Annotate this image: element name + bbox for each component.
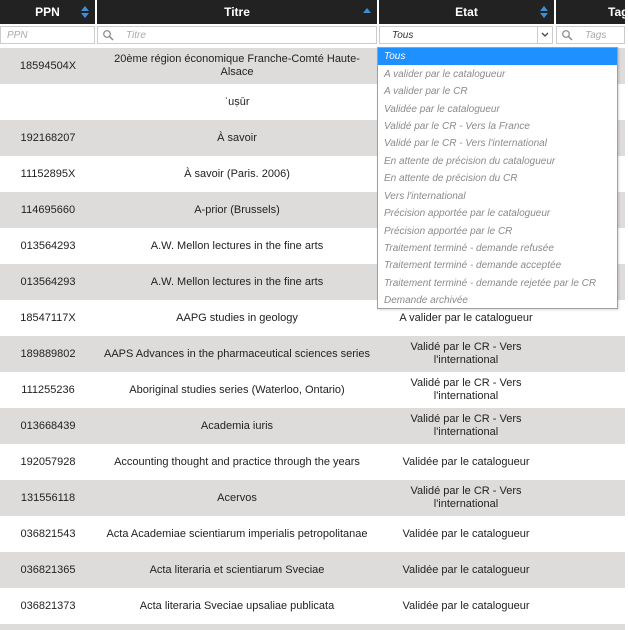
- ppn-cell: 013668439: [20, 419, 76, 432]
- titre-cell: AAPG studies in geology: [176, 311, 298, 324]
- titre-cell: Acervos: [217, 491, 257, 504]
- ppn-cell: 189889802: [20, 347, 76, 360]
- titre-cell: Academia iuris: [200, 419, 274, 432]
- dropdown-option[interactable]: A valider par le catalogueur: [384, 68, 506, 80]
- dropdown-option[interactable]: Traitement terminé - demande acceptée: [384, 260, 562, 272]
- table-row[interactable]: [0, 408, 625, 444]
- ppn-cell: 036821373: [20, 599, 76, 612]
- etat-cell: Validé par le CR - Vers l'international: [410, 485, 522, 510]
- titre-filter-placeholder: Titre: [126, 29, 146, 41]
- chevron-down-icon[interactable]: [537, 27, 552, 43]
- titre-cell: À savoir: [217, 131, 257, 144]
- titre-cell: Acta literaria et scientiarum Sveciae: [149, 563, 325, 576]
- table-row[interactable]: [0, 516, 625, 552]
- ppn-cell: 114695660: [20, 203, 76, 216]
- etat-cell: Validée par le catalogueur: [402, 455, 530, 468]
- titre-filter-input[interactable]: [97, 26, 377, 44]
- table-row[interactable]: [0, 552, 625, 588]
- titre-cell: ʿuṣūr: [224, 95, 250, 108]
- ppn-cell: 036821543: [20, 527, 76, 540]
- etat-cell: Validé par le CR - Vers l'international: [410, 341, 522, 366]
- table-row-partial: [0, 624, 625, 630]
- dropdown-option[interactable]: Validé par le CR - Vers la France: [384, 120, 530, 132]
- ppn-cell: 18594504X: [19, 59, 77, 72]
- dropdown-option[interactable]: En attente de précision du catalogueur: [384, 155, 556, 167]
- etat-dropdown-list[interactable]: [377, 47, 618, 309]
- titre-cell: Accounting thought and practice through the years: [114, 455, 360, 468]
- titre-cell: A-prior (Brussels): [194, 203, 280, 216]
- titre-cell: A.W. Mellon lectures in the fine arts: [150, 239, 324, 252]
- etat-cell: Validé par le CR - Vers l'international: [410, 377, 522, 402]
- table-row[interactable]: [0, 336, 625, 372]
- dropdown-option[interactable]: Validée par le catalogueur: [384, 103, 500, 115]
- ppn-cell: 131556118: [20, 491, 76, 504]
- titre-cell: À savoir (Paris. 2006): [184, 167, 290, 180]
- ppn-cell: 013564293: [20, 239, 76, 252]
- titre-cell: Acta literaria Sveciae upsaliae publicata: [139, 599, 335, 612]
- etat-cell: Validée par le catalogueur: [402, 599, 530, 612]
- ppn-cell: 18547117X: [20, 311, 76, 324]
- etat-filter-value: Tous: [392, 29, 414, 41]
- dropdown-option[interactable]: En attente de précision du CR: [384, 173, 518, 185]
- column-header-ppn-label: PPN: [35, 5, 60, 19]
- column-header-tags[interactable]: [556, 0, 628, 24]
- titre-cell: AAPS Advances in the pharmaceutical sciences series: [104, 347, 370, 360]
- tags-filter-placeholder: Tags: [585, 29, 607, 41]
- dropdown-option[interactable]: Traitement terminé - demande rejetée par le CR: [384, 277, 597, 289]
- ppn-cell: 111255236: [21, 383, 75, 396]
- search-icon: [561, 29, 573, 41]
- dropdown-option[interactable]: Tous: [378, 48, 617, 65]
- etat-cell: Validée par le catalogueur: [402, 563, 530, 576]
- titre-cell: A.W. Mellon lectures in the fine arts: [150, 275, 324, 288]
- table-row[interactable]: [0, 480, 625, 516]
- sort-both-icon[interactable]: [81, 6, 89, 18]
- etat-cell: Validé par le CR - Vers l'international: [410, 413, 522, 438]
- column-header-etat-label: Etat: [455, 5, 478, 19]
- dropdown-option[interactable]: Traitement terminé - demande refusée: [384, 243, 554, 255]
- column-header-tags-label: Tag: [608, 5, 628, 19]
- search-icon: [102, 29, 114, 41]
- table-row[interactable]: [0, 372, 625, 408]
- column-header-titre-label: Titre: [224, 5, 250, 19]
- ppn-filter-placeholder: PPN: [7, 29, 28, 41]
- titre-cell: Aboriginal studies series (Waterloo, Ontario): [129, 383, 345, 396]
- ppn-cell: [0, 84, 96, 120]
- ppn-cell: 036821365: [20, 563, 76, 576]
- ppn-cell: 013564293: [20, 275, 76, 288]
- tags-filter-input[interactable]: [556, 26, 625, 44]
- column-header-titre[interactable]: [97, 0, 377, 24]
- ppn-filter-input[interactable]: [0, 26, 95, 44]
- dropdown-option[interactable]: A valider par le CR: [384, 86, 468, 98]
- dropdown-option[interactable]: Validé par le CR - Vers l'international: [384, 138, 547, 150]
- titre-cell: Acta Academiae scientiarum imperialis petropolitanae: [106, 527, 368, 540]
- dropdown-option[interactable]: Vers l'international: [384, 190, 466, 202]
- etat-cell: A valider par le catalogueur: [399, 311, 533, 324]
- dropdown-option[interactable]: Demande archivée: [384, 295, 468, 307]
- sort-both-icon[interactable]: [540, 6, 548, 18]
- ppn-cell: 192168207: [20, 131, 76, 144]
- sort-ascending-icon[interactable]: [363, 8, 371, 13]
- titre-cell: 20ème région économique Franche-Comté Haute-Alsace: [114, 53, 360, 78]
- ppn-cell: 11152895X: [20, 167, 76, 180]
- etat-cell: Validée par le catalogueur: [402, 527, 530, 540]
- column-header-etat[interactable]: [379, 0, 554, 24]
- ppn-cell: 192057928: [20, 455, 76, 468]
- table-row[interactable]: [0, 444, 625, 480]
- table-row[interactable]: [0, 588, 625, 624]
- column-header-ppn[interactable]: [0, 0, 95, 24]
- etat-filter-select[interactable]: [379, 26, 553, 44]
- dropdown-option[interactable]: Précision apportée par le CR: [384, 225, 513, 237]
- dropdown-option[interactable]: Précision apportée par le catalogueur: [384, 208, 551, 220]
